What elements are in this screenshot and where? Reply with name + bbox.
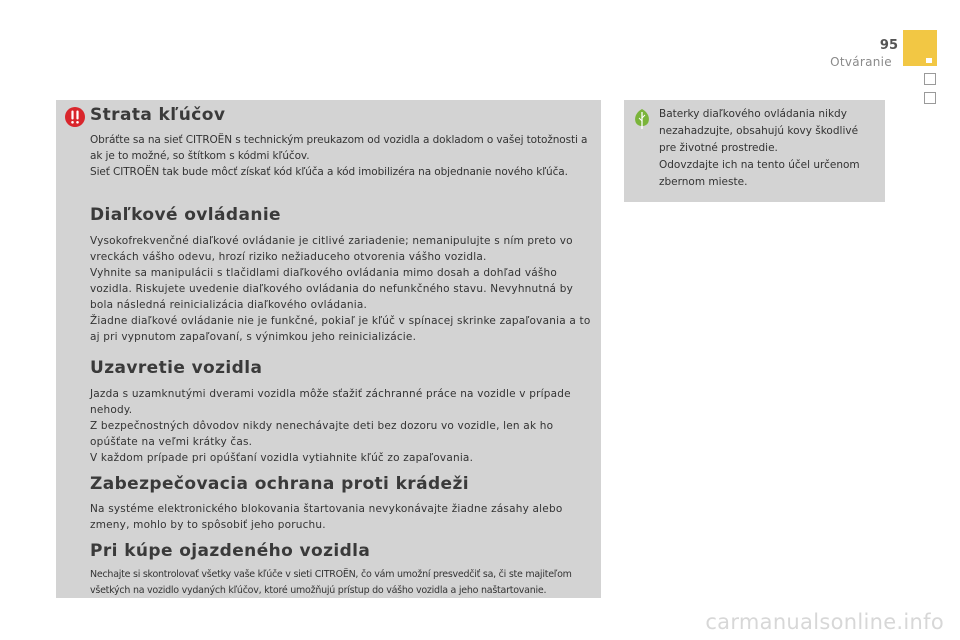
paragraph: Vysokofrekvenčné diaľkové ovládanie je citlivé zariadenie; nemanipulujte s ním preto vo vreckách vášho odevu, hrozí riziko nežiaduceho otvorenia vášho vozidla. <box>90 235 573 263</box>
paragraph: V každom prípade pri opúšťaní vozidla vytiahnite kľúč zo zapaľovania. <box>90 452 474 464</box>
section-tab[interactable] <box>924 73 936 85</box>
section-title: Pri kúpe ojazdeného vozidla <box>90 541 371 561</box>
paragraph: Na systéme elektronického blokovania štartovania nevykonávajte žiadne zásahy alebo zmeny, mohlo by to spôsobiť jeho poruchu. <box>90 503 563 531</box>
paragraph: Vyhnite sa manipulácii s tlačidlami diaľkového ovládania mimo dosah a dohľad vášho vozidla. Riskujete uvedenie diaľkového ovládania do nefunkčného stavu. Nevyhnutná by bola následná reinicializácia diaľkového ovládania. <box>90 267 574 311</box>
paragraph: Jazda s uzamknutými dverami vozidla môže sťažiť záchranné práce na vozidle v prípade nehody. <box>90 388 571 416</box>
section-locking <box>90 358 595 466</box>
section-title: Zabezpečovacia ochrana proti krádeži <box>90 474 469 494</box>
warning-icon <box>64 106 86 128</box>
eco-note-line: Odovzdajte ich na tento účel určenom zbernom mieste. <box>659 159 860 188</box>
section-anti-theft <box>90 474 595 533</box>
section-title: Uzavretie vozidla <box>90 358 263 378</box>
section-used-car <box>90 541 595 599</box>
tab-marker <box>926 58 932 63</box>
section-remote-control <box>90 205 595 345</box>
section-tab[interactable] <box>924 92 936 104</box>
eco-note-line: Baterky diaľkového ovládania nikdy nezahadzujte, obsahujú kovy škodlivé pre životné prostredie. <box>659 108 859 154</box>
section-title: Strata kľúčov <box>90 105 226 125</box>
section-name: Otváranie <box>830 55 892 69</box>
watermark: carmanualsonline.info <box>705 610 944 634</box>
page-number: 95 <box>879 38 898 53</box>
section-lost-keys <box>90 105 595 180</box>
paragraph: Žiadne diaľkové ovládanie nie je funkčné, pokiaľ je kľúč v spínacej skrinke zapaľovania a to aj pri vypnutom zapaľovaní, s výnimkou jeho reinicializácie. <box>90 315 591 343</box>
eco-panel <box>624 100 885 202</box>
eco-note <box>659 106 874 191</box>
paragraph: Obráťte sa na sieť CITROËN s technickým preukazom od vozidla a dokladom o vašej totožnosti a ak je to možné, so štítkom s kódmi kľúčov. <box>90 134 588 162</box>
section-title: Diaľkové ovládanie <box>90 205 281 225</box>
paragraph: Nechajte si skontrolovať všetky vaše kľúče v sieti CITROËN, čo vám umožní presvedčiť sa, či ste majiteľom všetkých na vozidlo vydaných kľúčov, ktoré umožňujú prístup do vášho vozidla a jeho naštartovanie. <box>90 569 572 596</box>
paragraph: Z bezpečnostných dôvodov nikdy nenechávajte deti bez dozoru vo vozidle, len ak ho opúšťate na veľmi krátky čas. <box>90 420 554 448</box>
section-tab-active[interactable] <box>903 30 937 66</box>
leaf-icon <box>632 108 652 130</box>
paragraph: Sieť CITROËN tak bude môcť získať kód kľúča a kód imobilizéra na objednanie nového kľúča. <box>90 166 568 178</box>
warning-panel <box>56 100 601 598</box>
